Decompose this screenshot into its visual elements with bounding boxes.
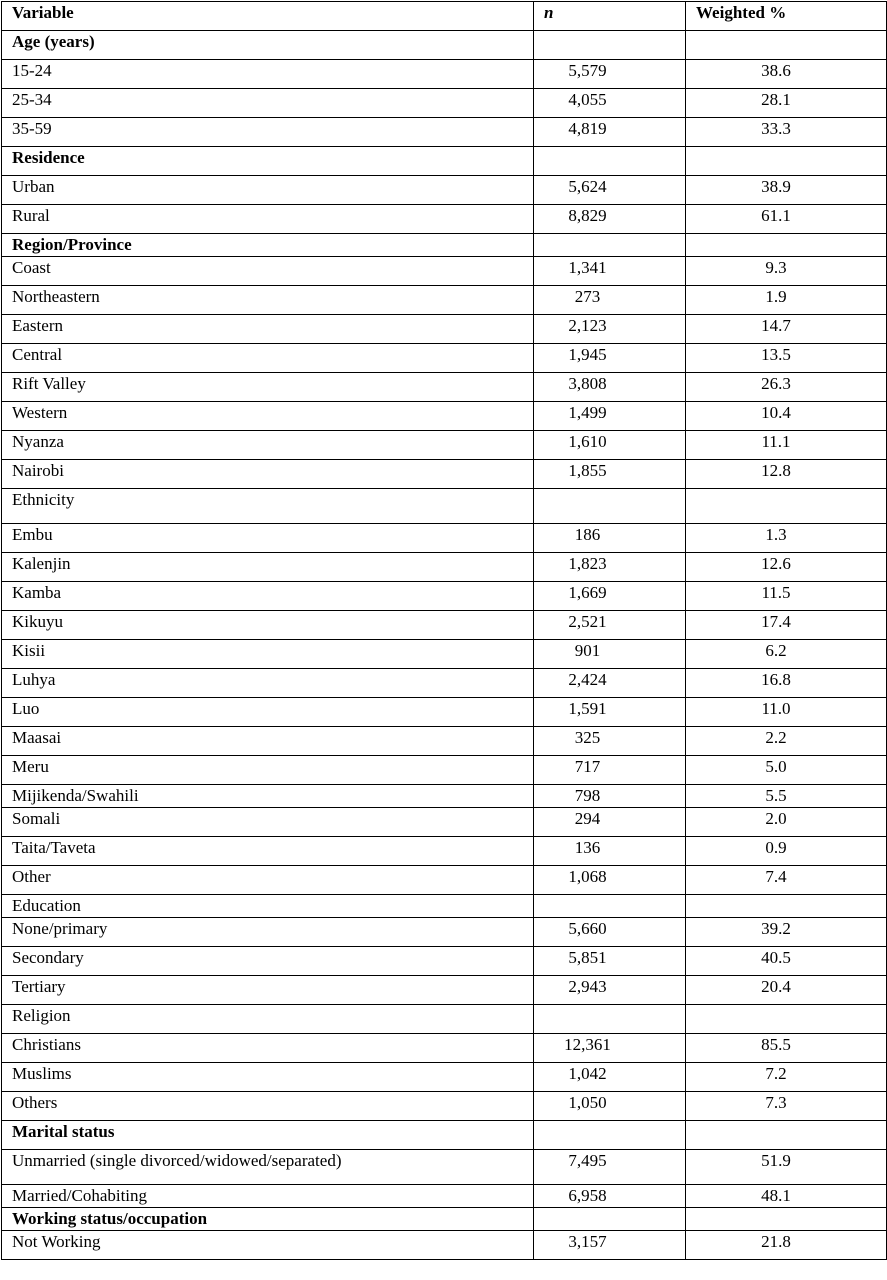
table-row bbox=[2, 431, 887, 460]
table-row bbox=[2, 344, 887, 373]
weighted-percent-cell: 51.9 bbox=[686, 1150, 887, 1185]
weighted-percent-cell: 21.8 bbox=[686, 1231, 887, 1260]
weighted-percent-cell bbox=[686, 147, 887, 176]
variable-cell: Muslims bbox=[2, 1063, 534, 1092]
weighted-percent-cell bbox=[686, 234, 887, 257]
table-row bbox=[2, 1034, 887, 1063]
weighted-percent-cell: 14.7 bbox=[686, 315, 887, 344]
weighted-percent-cell: 7.4 bbox=[686, 866, 887, 895]
variable-cell: Nairobi bbox=[2, 460, 534, 489]
table-row bbox=[2, 286, 887, 315]
weighted-percent-cell: 12.8 bbox=[686, 460, 887, 489]
weighted-percent-cell: 20.4 bbox=[686, 976, 887, 1005]
n-cell: 273 bbox=[534, 286, 686, 315]
weighted-percent-cell: 17.4 bbox=[686, 611, 887, 640]
weighted-percent-cell: 1.3 bbox=[686, 524, 887, 553]
table-row bbox=[2, 808, 887, 837]
n-cell: 2,521 bbox=[534, 611, 686, 640]
weighted-percent-cell bbox=[686, 1121, 887, 1150]
weighted-percent-cell: 0.9 bbox=[686, 837, 887, 866]
variable-cell: Northeastern bbox=[2, 286, 534, 315]
n-cell: 2,943 bbox=[534, 976, 686, 1005]
n-cell bbox=[534, 147, 686, 176]
table-row bbox=[2, 1231, 887, 1260]
table-row bbox=[2, 611, 887, 640]
n-cell: 8,829 bbox=[534, 205, 686, 234]
weighted-percent-cell: 5.5 bbox=[686, 785, 887, 808]
weighted-percent-cell: 7.3 bbox=[686, 1092, 887, 1121]
n-cell: 3,157 bbox=[534, 1231, 686, 1260]
variable-cell: Maasai bbox=[2, 727, 534, 756]
variable-cell: Kamba bbox=[2, 582, 534, 611]
variable-cell: Ethnicity bbox=[2, 489, 534, 524]
variable-cell: Eastern bbox=[2, 315, 534, 344]
weighted-percent-cell: 85.5 bbox=[686, 1034, 887, 1063]
table-row bbox=[2, 976, 887, 1005]
variable-cell: Meru bbox=[2, 756, 534, 785]
n-cell: 901 bbox=[534, 640, 686, 669]
variable-cell: 25-34 bbox=[2, 89, 534, 118]
n-cell: 4,819 bbox=[534, 118, 686, 147]
variable-cell: Rift Valley bbox=[2, 373, 534, 402]
weighted-percent-cell bbox=[686, 1208, 887, 1231]
weighted-percent-cell bbox=[686, 31, 887, 60]
table-row bbox=[2, 402, 887, 431]
weighted-percent-cell bbox=[686, 489, 887, 524]
n-cell: 5,660 bbox=[534, 918, 686, 947]
variable-cell: Nyanza bbox=[2, 431, 534, 460]
n-cell: 1,945 bbox=[534, 344, 686, 373]
n-cell: 1,610 bbox=[534, 431, 686, 460]
variable-cell: Education bbox=[2, 895, 534, 918]
table-row bbox=[2, 315, 887, 344]
demographics-table bbox=[1, 1, 887, 1260]
weighted-percent-cell: 11.1 bbox=[686, 431, 887, 460]
table-row bbox=[2, 1005, 887, 1034]
n-cell: 717 bbox=[534, 756, 686, 785]
weighted-percent-cell: 10.4 bbox=[686, 402, 887, 431]
variable-cell: Luo bbox=[2, 698, 534, 727]
variable-cell: Residence bbox=[2, 147, 534, 176]
variable-cell: Kikuyu bbox=[2, 611, 534, 640]
variable-cell: Secondary bbox=[2, 947, 534, 976]
n-cell: 3,808 bbox=[534, 373, 686, 402]
weighted-percent-cell: 2.2 bbox=[686, 727, 887, 756]
weighted-percent-cell: 48.1 bbox=[686, 1185, 887, 1208]
weighted-percent-cell: 38.9 bbox=[686, 176, 887, 205]
weighted-percent-cell: 16.8 bbox=[686, 669, 887, 698]
weighted-percent-cell: 26.3 bbox=[686, 373, 887, 402]
weighted-percent-cell: 2.0 bbox=[686, 808, 887, 837]
n-cell bbox=[534, 1005, 686, 1034]
weighted-percent-cell: 61.1 bbox=[686, 205, 887, 234]
variable-cell: Urban bbox=[2, 176, 534, 205]
section-row bbox=[2, 234, 887, 257]
n-cell: 1,042 bbox=[534, 1063, 686, 1092]
table-row bbox=[2, 866, 887, 895]
weighted-percent-cell: 13.5 bbox=[686, 344, 887, 373]
variable-cell: Not Working bbox=[2, 1231, 534, 1260]
table-row bbox=[2, 205, 887, 234]
n-cell bbox=[534, 234, 686, 257]
n-cell: 798 bbox=[534, 785, 686, 808]
weighted-percent-cell: 33.3 bbox=[686, 118, 887, 147]
table-row bbox=[2, 640, 887, 669]
header-variable: Variable bbox=[2, 2, 534, 31]
variable-cell: Coast bbox=[2, 257, 534, 286]
n-cell: 4,055 bbox=[534, 89, 686, 118]
table-body bbox=[2, 31, 887, 1260]
n-cell: 2,123 bbox=[534, 315, 686, 344]
weighted-percent-cell: 39.2 bbox=[686, 918, 887, 947]
weighted-percent-cell: 11.5 bbox=[686, 582, 887, 611]
variable-cell: Tertiary bbox=[2, 976, 534, 1005]
table-row bbox=[2, 373, 887, 402]
table-row bbox=[2, 460, 887, 489]
weighted-percent-cell: 38.6 bbox=[686, 60, 887, 89]
n-cell: 1,068 bbox=[534, 866, 686, 895]
variable-cell: Married/Cohabiting bbox=[2, 1185, 534, 1208]
n-cell: 6,958 bbox=[534, 1185, 686, 1208]
n-cell: 1,050 bbox=[534, 1092, 686, 1121]
n-cell: 1,855 bbox=[534, 460, 686, 489]
variable-cell: Age (years) bbox=[2, 31, 534, 60]
table-row bbox=[2, 1150, 887, 1185]
table-row bbox=[2, 1092, 887, 1121]
n-cell: 1,669 bbox=[534, 582, 686, 611]
table-row bbox=[2, 176, 887, 205]
weighted-percent-cell: 28.1 bbox=[686, 89, 887, 118]
variable-cell: 35-59 bbox=[2, 118, 534, 147]
variable-cell: Somali bbox=[2, 808, 534, 837]
table-row bbox=[2, 553, 887, 582]
n-cell bbox=[534, 895, 686, 918]
table-row bbox=[2, 489, 887, 524]
table-row bbox=[2, 118, 887, 147]
header-row bbox=[2, 2, 887, 31]
weighted-percent-cell: 9.3 bbox=[686, 257, 887, 286]
n-cell: 325 bbox=[534, 727, 686, 756]
variable-cell: None/primary bbox=[2, 918, 534, 947]
table-row bbox=[2, 785, 887, 808]
n-cell: 12,361 bbox=[534, 1034, 686, 1063]
n-cell: 5,579 bbox=[534, 60, 686, 89]
weighted-percent-cell: 40.5 bbox=[686, 947, 887, 976]
variable-cell: Kalenjin bbox=[2, 553, 534, 582]
section-row bbox=[2, 1121, 887, 1150]
header-weighted-percent: Weighted % bbox=[686, 2, 887, 31]
section-row bbox=[2, 1208, 887, 1231]
table-row bbox=[2, 727, 887, 756]
n-cell bbox=[534, 31, 686, 60]
weighted-percent-cell: 6.2 bbox=[686, 640, 887, 669]
table-row bbox=[2, 89, 887, 118]
weighted-percent-cell: 7.2 bbox=[686, 1063, 887, 1092]
variable-cell: Mijikenda/Swahili bbox=[2, 785, 534, 808]
table-row bbox=[2, 669, 887, 698]
table-row bbox=[2, 1185, 887, 1208]
variable-cell: Kisii bbox=[2, 640, 534, 669]
n-cell: 1,341 bbox=[534, 257, 686, 286]
variable-cell: Working status/occupation bbox=[2, 1208, 534, 1231]
weighted-percent-cell: 11.0 bbox=[686, 698, 887, 727]
variable-cell: 15-24 bbox=[2, 60, 534, 89]
weighted-percent-cell: 12.6 bbox=[686, 553, 887, 582]
table-row bbox=[2, 895, 887, 918]
section-row bbox=[2, 147, 887, 176]
variable-cell: Luhya bbox=[2, 669, 534, 698]
table-row bbox=[2, 947, 887, 976]
n-cell bbox=[534, 1208, 686, 1231]
weighted-percent-cell: 5.0 bbox=[686, 756, 887, 785]
n-cell: 5,851 bbox=[534, 947, 686, 976]
n-cell: 186 bbox=[534, 524, 686, 553]
table-row bbox=[2, 698, 887, 727]
n-cell: 136 bbox=[534, 837, 686, 866]
variable-cell: Christians bbox=[2, 1034, 534, 1063]
variable-cell: Marital status bbox=[2, 1121, 534, 1150]
table-row bbox=[2, 756, 887, 785]
n-cell: 2,424 bbox=[534, 669, 686, 698]
table-row bbox=[2, 524, 887, 553]
weighted-percent-cell bbox=[686, 1005, 887, 1034]
variable-cell: Western bbox=[2, 402, 534, 431]
table-row bbox=[2, 60, 887, 89]
table-row bbox=[2, 257, 887, 286]
variable-cell: Other bbox=[2, 866, 534, 895]
header-n: n bbox=[534, 2, 686, 31]
table-row bbox=[2, 837, 887, 866]
n-cell: 1,823 bbox=[534, 553, 686, 582]
weighted-percent-cell: 1.9 bbox=[686, 286, 887, 315]
table-row bbox=[2, 918, 887, 947]
variable-cell: Rural bbox=[2, 205, 534, 234]
n-cell: 1,499 bbox=[534, 402, 686, 431]
n-cell bbox=[534, 1121, 686, 1150]
n-cell: 5,624 bbox=[534, 176, 686, 205]
n-cell: 1,591 bbox=[534, 698, 686, 727]
variable-cell: Others bbox=[2, 1092, 534, 1121]
variable-cell: Unmarried (single divorced/widowed/separated) bbox=[2, 1150, 534, 1185]
table-row bbox=[2, 1063, 887, 1092]
variable-cell: Religion bbox=[2, 1005, 534, 1034]
n-cell bbox=[534, 489, 686, 524]
section-row bbox=[2, 31, 887, 60]
n-cell: 294 bbox=[534, 808, 686, 837]
variable-cell: Region/Province bbox=[2, 234, 534, 257]
variable-cell: Embu bbox=[2, 524, 534, 553]
n-cell: 7,495 bbox=[534, 1150, 686, 1185]
table-row bbox=[2, 582, 887, 611]
variable-cell: Taita/Taveta bbox=[2, 837, 534, 866]
variable-cell: Central bbox=[2, 344, 534, 373]
weighted-percent-cell bbox=[686, 895, 887, 918]
